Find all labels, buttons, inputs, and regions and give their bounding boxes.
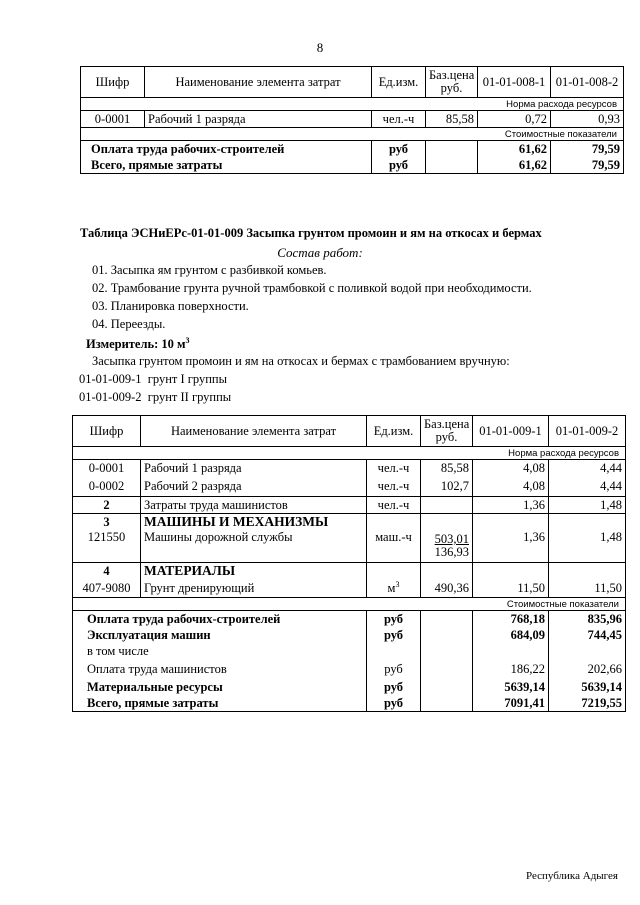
header-name: Наименование элемента затрат bbox=[145, 67, 372, 98]
table-row: 4 МАТЕРИАЛЫ bbox=[73, 563, 626, 580]
resource-table-008 bbox=[80, 66, 624, 174]
table-header-row bbox=[73, 416, 626, 447]
table-row: 0-0001 Рабочий 1 разряда чел.-ч 85,58 0,72 0,93 bbox=[81, 111, 624, 128]
header-unit: Ед.изм. bbox=[367, 416, 421, 447]
work-item: 01. Засыпка ям грунтом с разбивкой комьев. bbox=[92, 263, 327, 277]
variant-1: 01-01-009-1 грунт I группы bbox=[79, 372, 228, 386]
norm-label: Норма расхода ресурсов bbox=[73, 447, 626, 460]
table-row: Оплата труда рабочих-строителей руб 768,18 835,96 bbox=[73, 611, 626, 628]
page-number: 8 bbox=[316, 40, 324, 55]
meter-label: Измеритель: 10 $м^3$ bbox=[86, 336, 190, 352]
header-base-price: Баз.цена руб. bbox=[426, 67, 478, 98]
table-row: в том числе bbox=[73, 643, 626, 659]
table-row: 3 МАШИНЫ И МЕХАНИЗМЫ bbox=[73, 514, 626, 531]
table-row: Оплата труда рабочих-строителей руб 61,62 79,59 bbox=[81, 141, 624, 158]
table-row: 407-9080 Грунт дренирующий $м^3$ 490,36 11,50 11,50 bbox=[73, 579, 626, 598]
table-row: 0-0002 Рабочий 2 разряда чел.-ч 102,7 4,08 4,44 bbox=[73, 476, 626, 497]
header-base-price: Баз.цена руб. bbox=[421, 416, 473, 447]
header-shifr: Шифр bbox=[81, 67, 145, 98]
header-col-a: 01-01-008-1 bbox=[478, 67, 551, 98]
table-row: Всего, прямые затраты руб 7091,41 7219,55 bbox=[73, 695, 626, 712]
cost-label: Стоимостные показатели bbox=[73, 598, 626, 611]
description: Засыпка грунтом промоин и ям на откосах и бермах с трамбованием вручную: bbox=[92, 354, 510, 368]
table-row: Оплата труда машинистов руб 186,22 202,66 bbox=[73, 659, 626, 679]
table-header-row bbox=[81, 67, 624, 98]
header-col-a: 01-01-009-1 bbox=[473, 416, 549, 447]
header-shifr: Шифр bbox=[73, 416, 141, 447]
table-row: 2 Затраты труда машинистов чел.-ч 1,36 1,48 bbox=[73, 497, 626, 514]
table-row: 121550 Машины дорожной службы маш.-ч 503,01 136,93 1,36 1,48 bbox=[73, 530, 626, 563]
table-row: Всего, прямые затраты руб 61,62 79,59 bbox=[81, 157, 624, 174]
section-title: Таблица ЭСНиЕРс-01-01-009 Засыпка грунтом промоин и ям на откосах и бермах bbox=[80, 226, 542, 240]
work-item: 02. Трамбование грунта ручной трамбовкой с поливкой водой при необходимости. bbox=[92, 281, 532, 295]
norm-label: Норма расхода ресурсов bbox=[81, 98, 624, 111]
header-name: Наименование элемента затрат bbox=[141, 416, 367, 447]
work-item: 03. Планировка поверхности. bbox=[92, 299, 249, 313]
header-unit: Ед.изм. bbox=[372, 67, 426, 98]
work-item: 04. Переезды. bbox=[92, 317, 166, 331]
table-row: Материальные ресурсы руб 5639,14 5639,14 bbox=[73, 679, 626, 695]
table-row: Эксплуатация машин руб 684,09 744,45 bbox=[73, 627, 626, 643]
header-col-b: 01-01-009-2 bbox=[549, 416, 626, 447]
table-row: 0-0001 Рабочий 1 разряда чел.-ч 85,58 4,08 4,44 bbox=[73, 460, 626, 477]
header-col-b: 01-01-008-2 bbox=[551, 67, 624, 98]
cost-label: Стоимостные показатели bbox=[81, 128, 624, 141]
footer-region: Республика Адыгея bbox=[525, 870, 618, 882]
resource-table-009 bbox=[72, 415, 626, 712]
composition-title: Состав работ: bbox=[277, 245, 363, 260]
variant-2: 01-01-009-2 грунт II группы bbox=[79, 390, 232, 404]
